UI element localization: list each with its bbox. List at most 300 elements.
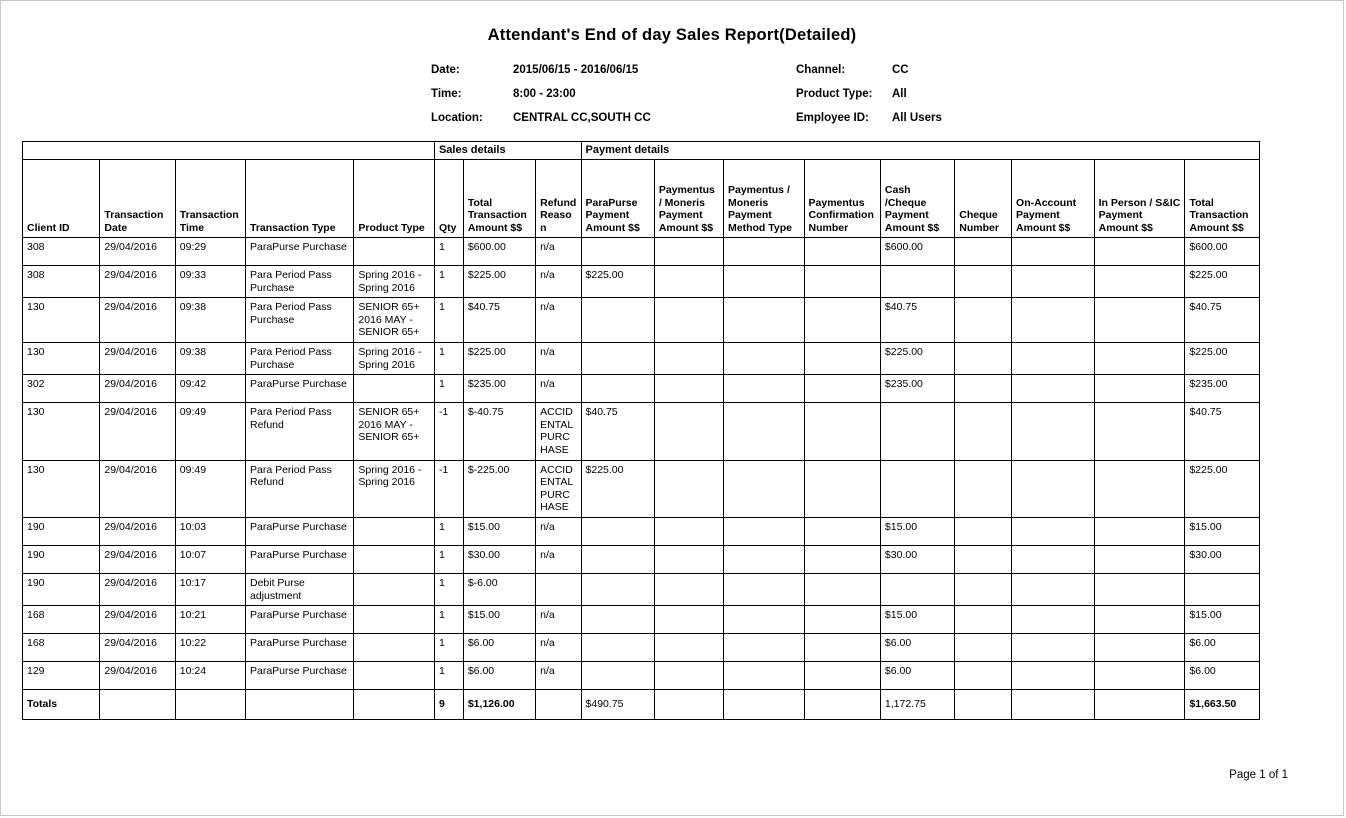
cell-refund-reason: n/a (536, 298, 581, 343)
cell-refund-reason: ACCIDENTAL PURCHASE (536, 460, 581, 517)
cell-paymentus-moneris-payment-amount (654, 266, 723, 298)
cell-paymentus-moneris-payment-amount (654, 238, 723, 266)
cell-on-account-payment-amount (1012, 634, 1095, 662)
cell-transaction-time: 10:22 (175, 634, 245, 662)
cell-transaction-time: 09:49 (175, 403, 245, 460)
cell-paymentus-moneris-payment-method-type (724, 298, 805, 343)
totals-time (175, 690, 245, 720)
column-header-cash-cheque-payment-amount: Cash /Cheque Payment Amount $$ (880, 160, 954, 238)
cell-total-transaction-amount: $6.00 (1185, 634, 1260, 662)
cell-product-type (354, 238, 435, 266)
column-header-qty: Qty (434, 160, 463, 238)
cell-parapurse-payment-amount: $225.00 (581, 460, 654, 517)
cell-total-transaction-amount: $40.75 (463, 298, 535, 343)
cell-transaction-type: ParaPurse Purchase (245, 606, 353, 634)
cell-qty: 1 (434, 573, 463, 605)
cell-paymentus-moneris-payment-method-type (724, 403, 805, 460)
column-header-paymentus-moneris-payment-method-type: Paymentus / Moneris Payment Method Type (724, 160, 805, 238)
cell-transaction-type: Para Period Pass Purchase (245, 298, 353, 343)
cell-paymentus-moneris-payment-method-type (724, 460, 805, 517)
cell-paymentus-moneris-payment-amount (654, 606, 723, 634)
table-body (23, 238, 1260, 690)
column-header-transaction-type: Transaction Type (245, 160, 353, 238)
cell-product-type (354, 517, 435, 545)
cell-client-id: 302 (23, 375, 100, 403)
table-row (23, 375, 1260, 403)
cell-cheque-number (955, 375, 1012, 403)
cell-in-person-sic-payment-amount (1094, 375, 1185, 403)
cell-paymentus-moneris-payment-amount (654, 634, 723, 662)
cell-paymentus-confirmation-number (804, 573, 880, 605)
cell-qty: 1 (434, 517, 463, 545)
report-table-container (22, 141, 1260, 720)
cell-total-transaction-amount: $30.00 (1185, 545, 1260, 573)
cell-product-type: Spring 2016 - Spring 2016 (354, 266, 435, 298)
cell-qty: 1 (434, 238, 463, 266)
cell-paymentus-confirmation-number (804, 606, 880, 634)
parameter-time-label: Time: (431, 88, 462, 100)
totals-date (100, 690, 175, 720)
totals-in-person (1094, 690, 1185, 720)
cell-refund-reason: n/a (536, 375, 581, 403)
cell-paymentus-confirmation-number (804, 375, 880, 403)
parameter-date (431, 58, 811, 82)
cell-in-person-sic-payment-amount (1094, 238, 1185, 266)
cell-client-id: 308 (23, 238, 100, 266)
column-header-cheque-number: Cheque Number (955, 160, 1012, 238)
cell-in-person-sic-payment-amount (1094, 403, 1185, 460)
parameter-location-label: Location: (431, 112, 483, 124)
cell-transaction-date: 29/04/2016 (100, 298, 175, 343)
table-row (23, 662, 1260, 690)
totals-total-amount: $1,126.00 (463, 690, 535, 720)
cell-transaction-type: ParaPurse Purchase (245, 238, 353, 266)
cell-transaction-time: 10:07 (175, 545, 245, 573)
cell-cash-cheque-payment-amount: $235.00 (880, 375, 954, 403)
column-header-parapurse-payment-amount: ParaPurse Payment Amount $$ (581, 160, 654, 238)
cell-paymentus-moneris-payment-method-type (724, 545, 805, 573)
cell-cheque-number (955, 266, 1012, 298)
column-header-paymentus-moneris-payment-amount: Paymentus / Moneris Payment Amount $$ (654, 160, 723, 238)
cell-refund-reason: n/a (536, 238, 581, 266)
cell-client-id: 168 (23, 634, 100, 662)
cell-product-type (354, 634, 435, 662)
cell-total-transaction-amount: $-6.00 (463, 573, 535, 605)
cell-paymentus-confirmation-number (804, 342, 880, 374)
cell-product-type (354, 662, 435, 690)
cell-transaction-date: 29/04/2016 (100, 517, 175, 545)
parameter-product-type-label: Product Type: (796, 88, 873, 100)
cell-refund-reason: n/a (536, 634, 581, 662)
cell-paymentus-moneris-payment-amount (654, 662, 723, 690)
cell-total-transaction-amount: $225.00 (1185, 266, 1260, 298)
cell-total-transaction-amount: $15.00 (1185, 606, 1260, 634)
cell-total-transaction-amount: $40.75 (1185, 403, 1260, 460)
cell-transaction-time: 09:33 (175, 266, 245, 298)
cell-cheque-number (955, 298, 1012, 343)
column-header-total-transaction-amount-right: Total Transaction Amount $$ (1185, 160, 1260, 238)
cell-qty: 1 (434, 266, 463, 298)
cell-in-person-sic-payment-amount (1094, 517, 1185, 545)
cell-total-transaction-amount: $15.00 (463, 517, 535, 545)
cell-cheque-number (955, 342, 1012, 374)
cell-cash-cheque-payment-amount: $15.00 (880, 606, 954, 634)
group-header-sales: Sales details (434, 142, 581, 160)
cell-in-person-sic-payment-amount (1094, 634, 1185, 662)
cell-paymentus-moneris-payment-amount (654, 403, 723, 460)
cell-parapurse-payment-amount (581, 606, 654, 634)
cell-cheque-number (955, 545, 1012, 573)
totals-paymentus-amount (654, 690, 723, 720)
cell-cheque-number (955, 517, 1012, 545)
cell-transaction-type: ParaPurse Purchase (245, 662, 353, 690)
cell-total-transaction-amount: $235.00 (463, 375, 535, 403)
cell-in-person-sic-payment-amount (1094, 606, 1185, 634)
totals-cash-cheque: 1,172.75 (880, 690, 954, 720)
cell-on-account-payment-amount (1012, 545, 1095, 573)
cell-on-account-payment-amount (1012, 573, 1095, 605)
cell-in-person-sic-payment-amount (1094, 298, 1185, 343)
column-header-transaction-time: Transaction Time (175, 160, 245, 238)
cell-transaction-date: 29/04/2016 (100, 238, 175, 266)
cell-on-account-payment-amount (1012, 517, 1095, 545)
cell-transaction-date: 29/04/2016 (100, 375, 175, 403)
cell-total-transaction-amount: $235.00 (1185, 375, 1260, 403)
cell-paymentus-moneris-payment-amount (654, 342, 723, 374)
cell-transaction-time: 10:24 (175, 662, 245, 690)
totals-parapurse: $490.75 (581, 690, 654, 720)
cell-paymentus-moneris-payment-amount (654, 460, 723, 517)
cell-transaction-time: 09:38 (175, 342, 245, 374)
totals-on-account (1012, 690, 1095, 720)
cell-refund-reason: n/a (536, 606, 581, 634)
totals-paymentus-confirmation (804, 690, 880, 720)
cell-paymentus-confirmation-number (804, 517, 880, 545)
cell-paymentus-confirmation-number (804, 634, 880, 662)
table-row (23, 634, 1260, 662)
cell-qty: -1 (434, 460, 463, 517)
parameter-channel-value: CC (892, 64, 909, 76)
parameter-product-type (796, 82, 1196, 106)
cell-paymentus-confirmation-number (804, 238, 880, 266)
parameter-channel (796, 58, 1196, 82)
cell-transaction-type: Para Period Pass Refund (245, 403, 353, 460)
cell-transaction-type: Debit Purse adjustment (245, 573, 353, 605)
cell-qty: -1 (434, 403, 463, 460)
cell-cheque-number (955, 573, 1012, 605)
cell-transaction-type: ParaPurse Purchase (245, 375, 353, 403)
cell-cheque-number (955, 606, 1012, 634)
parameter-channel-label: Channel: (796, 64, 846, 76)
cell-on-account-payment-amount (1012, 266, 1095, 298)
table-row (23, 517, 1260, 545)
table-row (23, 403, 1260, 460)
parameter-date-label: Date: (431, 64, 460, 76)
totals-refund-reason (536, 690, 581, 720)
cell-product-type (354, 375, 435, 403)
column-header-row (23, 160, 1260, 238)
cell-cash-cheque-payment-amount (880, 460, 954, 517)
cell-cash-cheque-payment-amount: $225.00 (880, 342, 954, 374)
cell-total-transaction-amount: $6.00 (463, 662, 535, 690)
cell-on-account-payment-amount (1012, 298, 1095, 343)
cell-parapurse-payment-amount (581, 517, 654, 545)
column-header-product-type: Product Type (354, 160, 435, 238)
cell-transaction-date: 29/04/2016 (100, 545, 175, 573)
cell-total-transaction-amount: $600.00 (1185, 238, 1260, 266)
cell-transaction-time: 09:49 (175, 460, 245, 517)
cell-cash-cheque-payment-amount: $600.00 (880, 238, 954, 266)
cell-client-id: 190 (23, 517, 100, 545)
table-row (23, 342, 1260, 374)
cell-paymentus-confirmation-number (804, 298, 880, 343)
table-row (23, 606, 1260, 634)
cell-cheque-number (955, 403, 1012, 460)
cell-client-id: 130 (23, 460, 100, 517)
cell-total-transaction-amount: $225.00 (463, 266, 535, 298)
cell-client-id: 308 (23, 266, 100, 298)
totals-transaction-type (245, 690, 353, 720)
cell-on-account-payment-amount (1012, 460, 1095, 517)
column-header-paymentus-confirmation-number: Paymentus Confirmation Number (804, 160, 880, 238)
cell-paymentus-moneris-payment-method-type (724, 238, 805, 266)
cell-paymentus-confirmation-number (804, 460, 880, 517)
cell-paymentus-confirmation-number (804, 403, 880, 460)
cell-transaction-date: 29/04/2016 (100, 266, 175, 298)
cell-client-id: 168 (23, 606, 100, 634)
table-row (23, 238, 1260, 266)
cell-product-type (354, 545, 435, 573)
column-header-total-transaction-amount: Total Transaction Amount $$ (463, 160, 535, 238)
cell-paymentus-moneris-payment-amount (654, 517, 723, 545)
column-header-in-person-sic-payment-amount: In Person / S&IC Payment Amount $$ (1094, 160, 1185, 238)
cell-transaction-type: Para Period Pass Purchase (245, 342, 353, 374)
cell-paymentus-moneris-payment-method-type (724, 517, 805, 545)
parameter-product-type-value: All (892, 88, 907, 100)
cell-on-account-payment-amount (1012, 238, 1095, 266)
cell-transaction-type: ParaPurse Purchase (245, 517, 353, 545)
parameter-time-value: 8:00 - 23:00 (513, 88, 576, 100)
cell-on-account-payment-amount (1012, 403, 1095, 460)
totals-qty: 9 (434, 690, 463, 720)
report-parameters-left (431, 58, 811, 130)
cell-paymentus-moneris-payment-amount (654, 375, 723, 403)
cell-transaction-time: 10:17 (175, 573, 245, 605)
cell-total-transaction-amount: $225.00 (1185, 460, 1260, 517)
cell-refund-reason (536, 573, 581, 605)
cell-transaction-time: 10:03 (175, 517, 245, 545)
cell-parapurse-payment-amount: $225.00 (581, 266, 654, 298)
cell-parapurse-payment-amount (581, 634, 654, 662)
cell-total-transaction-amount: $-225.00 (463, 460, 535, 517)
cell-total-transaction-amount (1185, 573, 1260, 605)
cell-total-transaction-amount: $30.00 (463, 545, 535, 573)
cell-qty: 1 (434, 662, 463, 690)
column-header-transaction-date: Transaction Date (100, 160, 175, 238)
report-parameters (1, 58, 1343, 130)
totals-total: $1,663.50 (1185, 690, 1260, 720)
cell-client-id: 130 (23, 298, 100, 343)
group-blank (23, 142, 435, 160)
table-row (23, 573, 1260, 605)
cell-transaction-date: 29/04/2016 (100, 342, 175, 374)
cell-total-transaction-amount: $600.00 (463, 238, 535, 266)
cell-transaction-time: 10:21 (175, 606, 245, 634)
table-row (23, 266, 1260, 298)
parameter-employee-id-value: All Users (892, 112, 942, 124)
cell-transaction-time: 09:38 (175, 298, 245, 343)
report-parameters-right (796, 58, 1196, 130)
cell-client-id: 190 (23, 545, 100, 573)
group-header-payment: Payment details (581, 142, 1259, 160)
totals-row (23, 690, 1260, 720)
cell-refund-reason: n/a (536, 662, 581, 690)
cell-in-person-sic-payment-amount (1094, 573, 1185, 605)
cell-qty: 1 (434, 545, 463, 573)
cell-paymentus-confirmation-number (804, 266, 880, 298)
totals-label: Totals (23, 690, 100, 720)
cell-product-type: SENIOR 65+ 2016 MAY - SENIOR 65+ (354, 298, 435, 343)
cell-client-id: 130 (23, 342, 100, 374)
cell-total-transaction-amount: $225.00 (463, 342, 535, 374)
cell-on-account-payment-amount (1012, 662, 1095, 690)
cell-cash-cheque-payment-amount: $15.00 (880, 517, 954, 545)
sales-report-table (22, 141, 1260, 720)
totals-product-type (354, 690, 435, 720)
cell-transaction-time: 09:29 (175, 238, 245, 266)
cell-qty: 1 (434, 606, 463, 634)
table-row (23, 460, 1260, 517)
group-header-row (23, 142, 1260, 160)
cell-cash-cheque-payment-amount (880, 573, 954, 605)
cell-in-person-sic-payment-amount (1094, 342, 1185, 374)
parameter-employee-id-label: Employee ID: (796, 112, 869, 124)
cell-qty: 1 (434, 375, 463, 403)
cell-transaction-date: 29/04/2016 (100, 662, 175, 690)
cell-cash-cheque-payment-amount: $30.00 (880, 545, 954, 573)
column-header-on-account-payment-amount: On-Account Payment Amount $$ (1012, 160, 1095, 238)
cell-paymentus-moneris-payment-method-type (724, 634, 805, 662)
cell-on-account-payment-amount (1012, 342, 1095, 374)
cell-refund-reason: ACCIDENTAL PURCHASE (536, 403, 581, 460)
cell-refund-reason: n/a (536, 266, 581, 298)
cell-qty: 1 (434, 634, 463, 662)
cell-transaction-date: 29/04/2016 (100, 403, 175, 460)
cell-total-transaction-amount: $15.00 (463, 606, 535, 634)
totals-cheque-number (955, 690, 1012, 720)
parameter-location-value: CENTRAL CC,SOUTH CC (513, 112, 651, 124)
cell-product-type (354, 606, 435, 634)
cell-in-person-sic-payment-amount (1094, 662, 1185, 690)
cell-client-id: 129 (23, 662, 100, 690)
table-row (23, 298, 1260, 343)
cell-qty: 1 (434, 298, 463, 343)
cell-total-transaction-amount: $40.75 (1185, 298, 1260, 343)
cell-cheque-number (955, 460, 1012, 517)
cell-transaction-date: 29/04/2016 (100, 606, 175, 634)
cell-parapurse-payment-amount (581, 662, 654, 690)
cell-total-transaction-amount: $15.00 (1185, 517, 1260, 545)
cell-parapurse-payment-amount (581, 375, 654, 403)
cell-cash-cheque-payment-amount: $40.75 (880, 298, 954, 343)
column-header-refund-reason: Refund Reason (536, 160, 581, 238)
cell-parapurse-payment-amount (581, 238, 654, 266)
cell-transaction-date: 29/04/2016 (100, 634, 175, 662)
cell-in-person-sic-payment-amount (1094, 266, 1185, 298)
cell-cash-cheque-payment-amount: $6.00 (880, 634, 954, 662)
cell-on-account-payment-amount (1012, 606, 1095, 634)
parameter-employee-id (796, 106, 1196, 130)
cell-product-type: Spring 2016 - Spring 2016 (354, 460, 435, 517)
cell-client-id: 130 (23, 403, 100, 460)
cell-paymentus-moneris-payment-method-type (724, 342, 805, 374)
cell-transaction-type: Para Period Pass Refund (245, 460, 353, 517)
cell-total-transaction-amount: $6.00 (463, 634, 535, 662)
cell-transaction-type: Para Period Pass Purchase (245, 266, 353, 298)
cell-paymentus-moneris-payment-method-type (724, 573, 805, 605)
cell-paymentus-moneris-payment-method-type (724, 662, 805, 690)
cell-total-transaction-amount: $6.00 (1185, 662, 1260, 690)
cell-cheque-number (955, 634, 1012, 662)
cell-transaction-date: 29/04/2016 (100, 573, 175, 605)
cell-refund-reason: n/a (536, 342, 581, 374)
cell-product-type (354, 573, 435, 605)
cell-paymentus-moneris-payment-amount (654, 573, 723, 605)
cell-product-type: SENIOR 65+ 2016 MAY - SENIOR 65+ (354, 403, 435, 460)
parameter-location (431, 106, 811, 130)
cell-parapurse-payment-amount (581, 298, 654, 343)
cell-paymentus-moneris-payment-method-type (724, 375, 805, 403)
cell-transaction-date: 29/04/2016 (100, 460, 175, 517)
cell-cheque-number (955, 662, 1012, 690)
cell-paymentus-moneris-payment-amount (654, 545, 723, 573)
cell-cash-cheque-payment-amount (880, 266, 954, 298)
cell-parapurse-payment-amount (581, 342, 654, 374)
page-title: Attendant's End of day Sales Report(Detailed) (487, 26, 857, 44)
cell-parapurse-payment-amount (581, 545, 654, 573)
cell-total-transaction-amount: $225.00 (1185, 342, 1260, 374)
table-row (23, 545, 1260, 573)
cell-in-person-sic-payment-amount (1094, 460, 1185, 517)
page-footer: Page 1 of 1 (1229, 769, 1288, 781)
cell-refund-reason: n/a (536, 545, 581, 573)
cell-transaction-type: ParaPurse Purchase (245, 634, 353, 662)
totals-paymentus-method (724, 690, 805, 720)
cell-parapurse-payment-amount (581, 573, 654, 605)
cell-transaction-type: ParaPurse Purchase (245, 545, 353, 573)
cell-in-person-sic-payment-amount (1094, 545, 1185, 573)
cell-transaction-time: 09:42 (175, 375, 245, 403)
parameter-time (431, 82, 811, 106)
cell-client-id: 190 (23, 573, 100, 605)
cell-paymentus-moneris-payment-method-type (724, 606, 805, 634)
cell-paymentus-confirmation-number (804, 662, 880, 690)
cell-on-account-payment-amount (1012, 375, 1095, 403)
cell-parapurse-payment-amount: $40.75 (581, 403, 654, 460)
cell-cash-cheque-payment-amount (880, 403, 954, 460)
cell-paymentus-confirmation-number (804, 545, 880, 573)
cell-paymentus-moneris-payment-method-type (724, 266, 805, 298)
cell-cheque-number (955, 238, 1012, 266)
cell-paymentus-moneris-payment-amount (654, 298, 723, 343)
cell-total-transaction-amount: $-40.75 (463, 403, 535, 460)
column-header-client-id: Client ID (23, 160, 100, 238)
cell-qty: 1 (434, 342, 463, 374)
parameter-date-value: 2015/06/15 - 2016/06/15 (513, 64, 639, 76)
cell-cash-cheque-payment-amount: $6.00 (880, 662, 954, 690)
cell-refund-reason: n/a (536, 517, 581, 545)
cell-product-type: Spring 2016 - Spring 2016 (354, 342, 435, 374)
